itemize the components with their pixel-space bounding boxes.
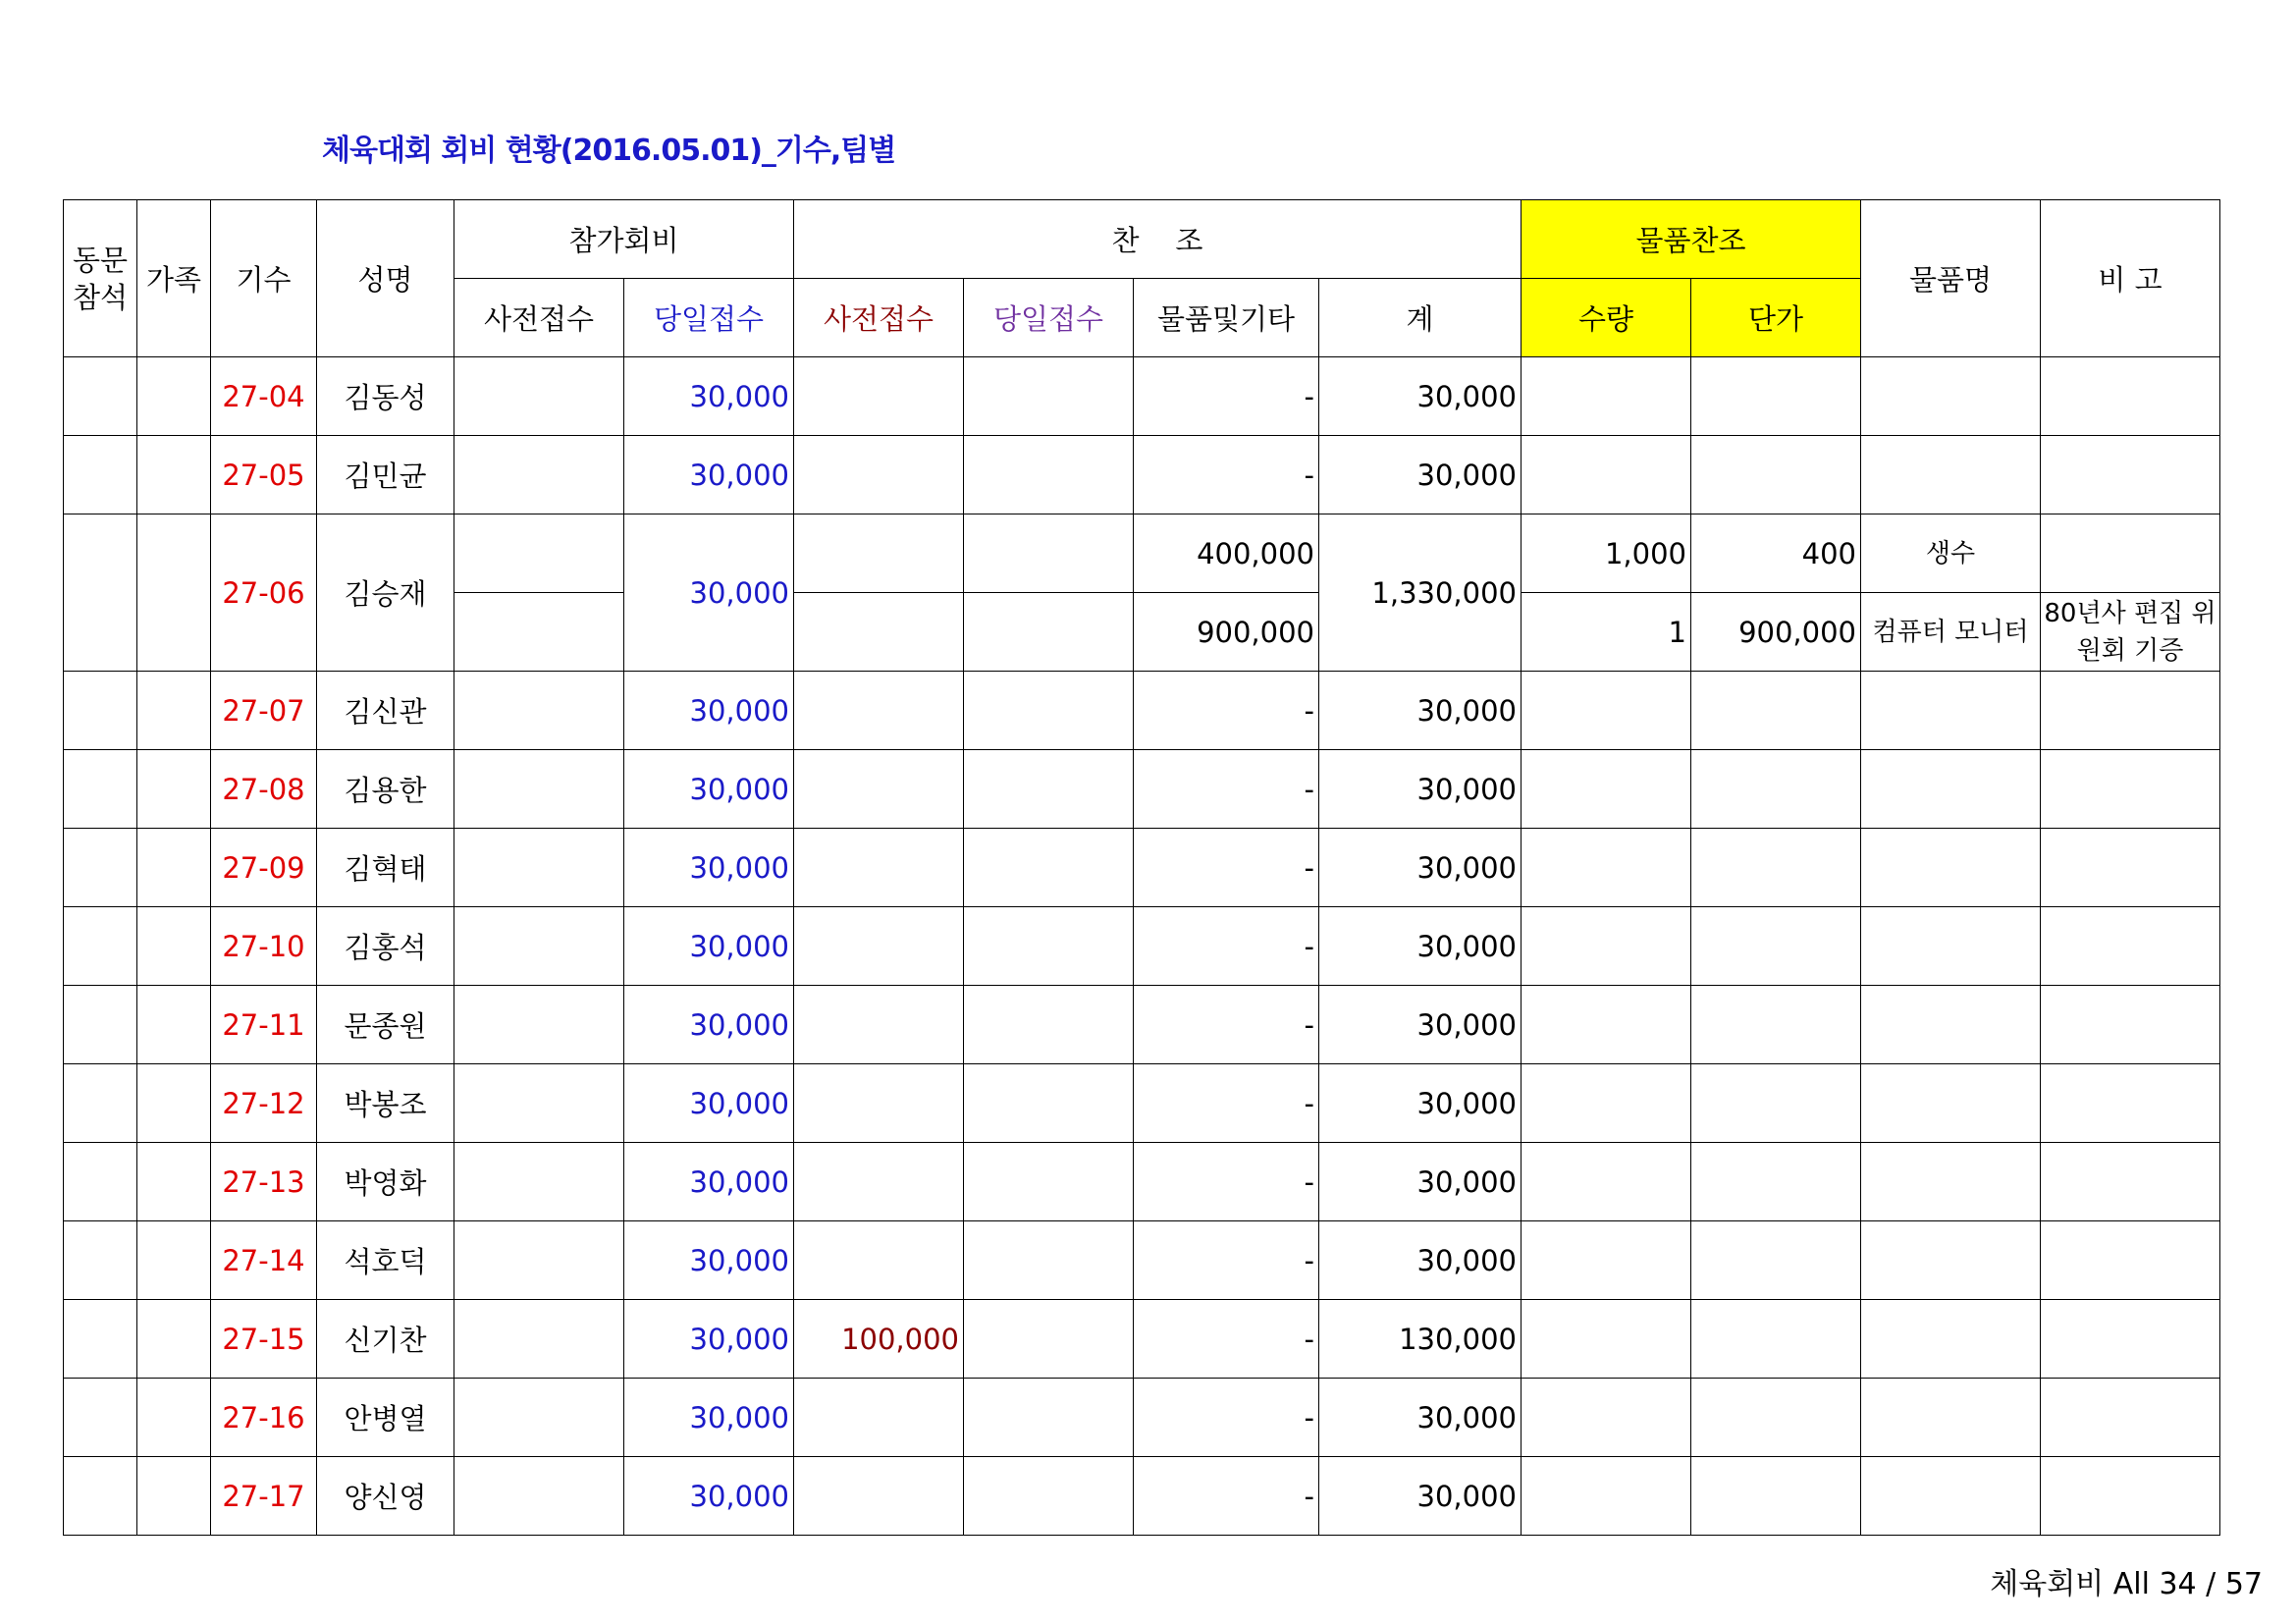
sp-goods-cell: - <box>1134 1379 1319 1457</box>
header-goods-name: 물품명 <box>1861 200 2041 357</box>
price-cell: 400 <box>1691 514 1861 593</box>
sp-pre-cell <box>794 907 964 986</box>
header-fee-group: 참가회비 <box>454 200 794 279</box>
total-cell: 130,000 <box>1319 1300 1522 1379</box>
header-family: 가족 <box>137 200 211 357</box>
sp-goods-cell: 400,000 <box>1134 514 1319 593</box>
sp-pre-cell <box>794 829 964 907</box>
total-cell: 1,330,000 <box>1319 514 1522 672</box>
name-cell: 석호덕 <box>317 1221 454 1300</box>
header-sp-day: 당일접수 <box>964 279 1134 357</box>
table-row <box>64 829 2220 907</box>
qty-cell: 1 <box>1522 593 1691 672</box>
table-row <box>64 1064 2220 1143</box>
qty-cell: 1,000 <box>1522 514 1691 593</box>
gisu-cell: 27-16 <box>211 1379 317 1457</box>
total-cell: 30,000 <box>1319 357 1522 436</box>
sp-goods-cell: - <box>1134 672 1319 750</box>
gisu-cell: 27-17 <box>211 1457 317 1536</box>
name-cell: 김용한 <box>317 750 454 829</box>
sp-goods-cell: - <box>1134 986 1319 1064</box>
fee-day-cell: 30,000 <box>624 750 794 829</box>
header-fee-day: 당일접수 <box>624 279 794 357</box>
fee-day-cell: 30,000 <box>624 514 794 672</box>
name-cell: 김동성 <box>317 357 454 436</box>
total-cell: 30,000 <box>1319 750 1522 829</box>
sp-goods-cell: - <box>1134 1300 1319 1379</box>
total-cell: 30,000 <box>1319 1379 1522 1457</box>
gisu-cell: 27-10 <box>211 907 317 986</box>
name-cell: 안병열 <box>317 1379 454 1457</box>
sp-pre-cell <box>794 436 964 514</box>
sp-pre-cell <box>794 1143 964 1221</box>
name-cell: 문종원 <box>317 986 454 1064</box>
header-attend: 동문 참석 <box>64 200 137 357</box>
header-sp-pre: 사전접수 <box>794 279 964 357</box>
total-cell: 30,000 <box>1319 1143 1522 1221</box>
sp-goods-cell: - <box>1134 1221 1319 1300</box>
sp-pre-cell <box>794 986 964 1064</box>
table-row <box>64 1379 2220 1457</box>
header-note: 비 고 <box>2041 200 2220 357</box>
table-row <box>64 986 2220 1064</box>
sp-goods-cell: - <box>1134 750 1319 829</box>
table-row <box>64 672 2220 750</box>
header-sp-goods: 물품및기타 <box>1134 279 1319 357</box>
table-row <box>64 514 2220 593</box>
total-cell: 30,000 <box>1319 436 1522 514</box>
sp-pre-cell <box>794 750 964 829</box>
sp-goods-cell: - <box>1134 1457 1319 1536</box>
sp-pre-cell <box>794 357 964 436</box>
sp-goods-cell: - <box>1134 357 1319 436</box>
gisu-cell: 27-04 <box>211 357 317 436</box>
header-name: 성명 <box>317 200 454 357</box>
fee-day-cell: 30,000 <box>624 357 794 436</box>
gisu-cell: 27-11 <box>211 986 317 1064</box>
fee-day-cell: 30,000 <box>624 986 794 1064</box>
table-row <box>64 750 2220 829</box>
total-cell: 30,000 <box>1319 672 1522 750</box>
table-row <box>64 357 2220 436</box>
name-cell: 김신관 <box>317 672 454 750</box>
gisu-cell: 27-13 <box>211 1143 317 1221</box>
fee-day-cell: 30,000 <box>624 1221 794 1300</box>
sp-pre-cell <box>794 1457 964 1536</box>
fee-day-cell: 30,000 <box>624 672 794 750</box>
gisu-cell: 27-12 <box>211 1064 317 1143</box>
header-goods-group: 물품찬조 <box>1522 200 1861 279</box>
sp-pre-cell: 100,000 <box>794 1300 964 1379</box>
fee-day-cell: 30,000 <box>624 1143 794 1221</box>
header-sp-total: 계 <box>1319 279 1522 357</box>
total-cell: 30,000 <box>1319 1457 1522 1536</box>
sp-goods-cell: - <box>1134 1143 1319 1221</box>
header-gisu: 기수 <box>211 200 317 357</box>
gisu-cell: 27-08 <box>211 750 317 829</box>
name-cell: 박영화 <box>317 1143 454 1221</box>
table-row <box>64 1221 2220 1300</box>
name-cell: 양신영 <box>317 1457 454 1536</box>
total-cell: 30,000 <box>1319 829 1522 907</box>
page-footer: 체육회비 All 34 / 57 <box>1990 1567 2263 1601</box>
name-cell: 김홍석 <box>317 907 454 986</box>
fee-day-cell: 30,000 <box>624 1457 794 1536</box>
sp-goods-cell: 900,000 <box>1134 593 1319 672</box>
fee-day-cell: 30,000 <box>624 1379 794 1457</box>
sp-pre-cell <box>794 1379 964 1457</box>
sp-pre-cell <box>794 672 964 750</box>
fee-day-cell: 30,000 <box>624 907 794 986</box>
sp-goods-cell: - <box>1134 1064 1319 1143</box>
gisu-cell: 27-07 <box>211 672 317 750</box>
name-cell: 박봉조 <box>317 1064 454 1143</box>
total-cell: 30,000 <box>1319 1064 1522 1143</box>
fee-day-cell: 30,000 <box>624 1300 794 1379</box>
total-cell: 30,000 <box>1319 986 1522 1064</box>
header-fee-pre: 사전접수 <box>454 279 624 357</box>
table-row <box>64 907 2220 986</box>
gisu-cell: 27-15 <box>211 1300 317 1379</box>
fee-day-cell: 30,000 <box>624 829 794 907</box>
dues-table <box>63 199 2220 1536</box>
sp-goods-cell: - <box>1134 907 1319 986</box>
table-row <box>64 1457 2220 1536</box>
goods-name-cell: 생수 <box>1861 514 2041 593</box>
table-row <box>64 1300 2220 1379</box>
gisu-cell: 27-06 <box>211 514 317 672</box>
name-cell: 김승재 <box>317 514 454 672</box>
name-cell: 신기찬 <box>317 1300 454 1379</box>
header-price: 단가 <box>1691 279 1861 357</box>
gisu-cell: 27-05 <box>211 436 317 514</box>
sp-pre-cell <box>794 1221 964 1300</box>
page-title: 체육대회 회비 현황(2016.05.01)_기수,팀별 <box>322 134 896 168</box>
total-cell: 30,000 <box>1319 1221 1522 1300</box>
header-sponsor-group: 찬 조 <box>794 200 1522 279</box>
gisu-cell: 27-14 <box>211 1221 317 1300</box>
sp-pre-cell <box>794 1064 964 1143</box>
fee-day-cell: 30,000 <box>624 1064 794 1143</box>
name-cell: 김혁태 <box>317 829 454 907</box>
goods-name-cell: 컴퓨터 모니터 <box>1861 593 2041 672</box>
table-row <box>64 1143 2220 1221</box>
price-cell: 900,000 <box>1691 593 1861 672</box>
note-cell: 80년사 편집 위원회 기증 <box>2041 593 2220 672</box>
header-qty: 수량 <box>1522 279 1691 357</box>
sp-goods-cell: - <box>1134 829 1319 907</box>
gisu-cell: 27-09 <box>211 829 317 907</box>
name-cell: 김민균 <box>317 436 454 514</box>
sp-goods-cell: - <box>1134 436 1319 514</box>
table-row <box>64 436 2220 514</box>
fee-day-cell: 30,000 <box>624 436 794 514</box>
total-cell: 30,000 <box>1319 907 1522 986</box>
